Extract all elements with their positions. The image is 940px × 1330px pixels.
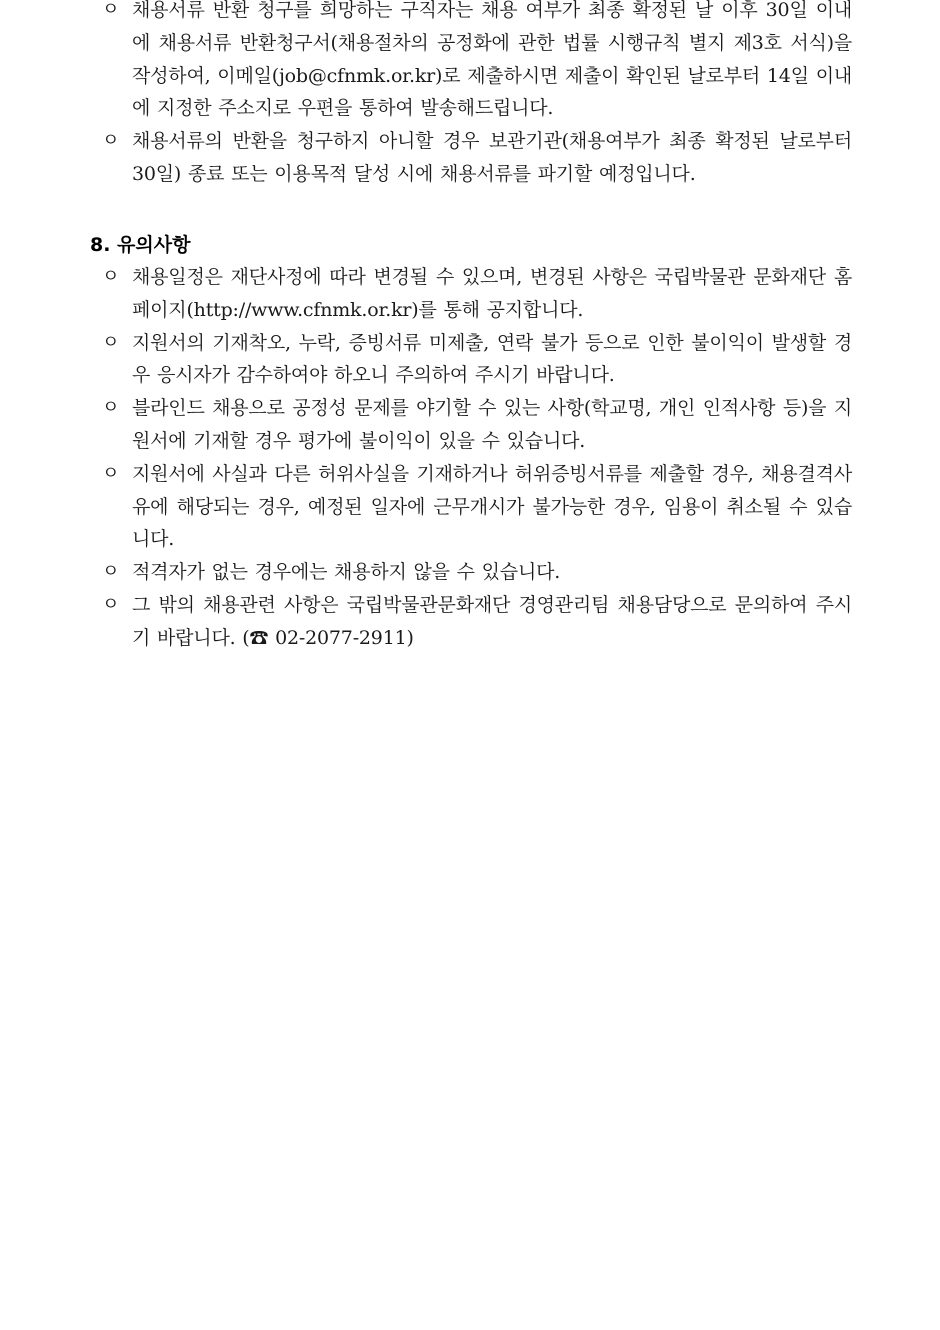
bullet-icon: ㅇ <box>102 593 120 615</box>
list-item-text: 그 밖의 채용관련 사항은 국립박물관문화재단 경영관리팀 채용담당으로 문의하여 주시기 바랍니다. (☎ 02-2077-2911) <box>132 593 852 649</box>
list-item <box>98 327 852 393</box>
list-item-text: 블라인드 채용으로 공정성 문제를 야기할 수 있는 사항(학교명, 개인 인적사항 등)을 지원서에 기재할 경우 평가에 불이익이 있을 수 있습니다. <box>132 397 852 452</box>
notes-section-list <box>98 261 852 655</box>
list-item-text: 채용일정은 재단사정에 따라 변경될 수 있으며, 변경된 사항은 국립박물관 문화재단 홈페이지(http://www.cfnmk.or.kr)를 통해 공지합니다. <box>132 266 852 321</box>
return-section-list <box>98 0 852 191</box>
list-item-text: 채용서류의 반환을 청구하지 아니할 경우 보관기관(채용여부가 최종 확정된 날로부터 30일) 종료 또는 이용목적 달성 시에 채용서류를 파기할 예정입니다. <box>132 130 852 185</box>
list-item <box>98 392 852 458</box>
list-item-text: 채용서류 반환 청구를 희망하는 구직자는 채용 여부가 최종 확정된 날 이후 30일 이내에 채용서류 반환청구서(채용절차의 공정화에 관한 법률 시행규칙 별지 제3호 서식)을 작성하여, 이메일(job@cfnmk.or.kr)로 제출하시면 제출이 확인된 날로부터 14일 이내에 지정한 주소지로 우편을 통하여 발송해드립니다. <box>132 0 852 120</box>
section-heading: 8. 유의사항 <box>90 234 191 256</box>
list-item-text: 지원서의 기재착오, 누락, 증빙서류 미제출, 연락 불가 등으로 인한 불이익이 발생할 경우 응시자가 감수하여야 하오니 주의하여 주시기 바랍니다. <box>132 331 852 387</box>
bullet-icon: ㅇ <box>102 266 120 287</box>
list-item <box>98 0 852 125</box>
list-item-text: 적격자가 없는 경우에는 채용하지 않을 수 있습니다. <box>132 561 561 584</box>
list-item-text: 지원서에 사실과 다른 허위사실을 기재하거나 허위증빙서류를 제출할 경우, 채용결격사유에 해당되는 경우, 예정된 일자에 근무개시가 불가능한 경우, 임용이 취소될 수 있습니다. <box>132 462 852 551</box>
bullet-icon: ㅇ <box>102 397 120 419</box>
bullet-icon: ㅇ <box>102 0 120 20</box>
list-item <box>98 589 852 655</box>
list-item <box>98 556 852 589</box>
list-item <box>98 458 852 556</box>
list-item <box>98 261 852 327</box>
bullet-icon: ㅇ <box>102 561 120 583</box>
bullet-icon: ㅇ <box>102 331 120 353</box>
bullet-icon: ㅇ <box>102 462 120 484</box>
bullet-icon: ㅇ <box>102 130 120 152</box>
list-item <box>98 125 852 191</box>
